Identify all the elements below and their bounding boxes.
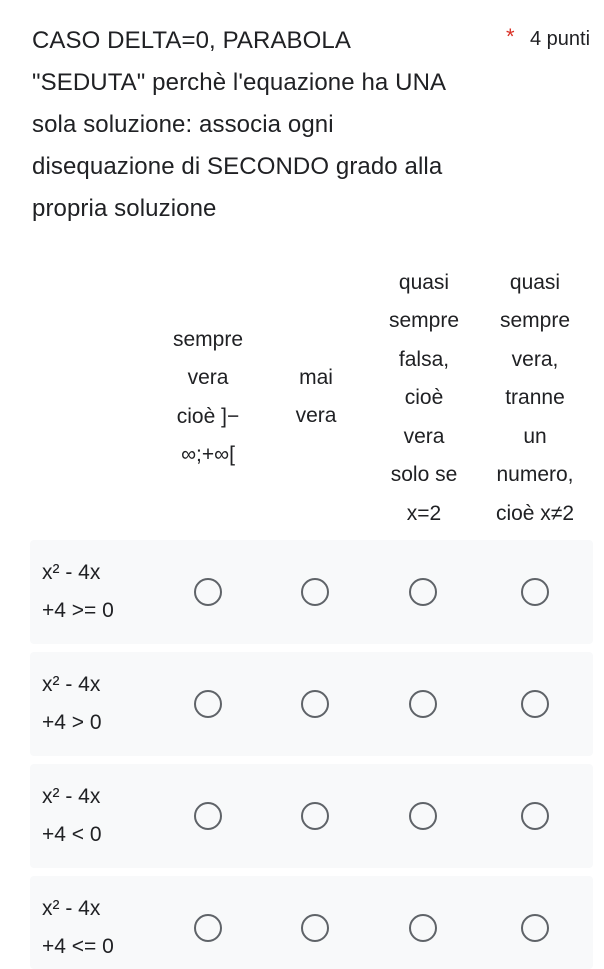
column-header-never-true <box>260 358 372 436</box>
row-label-line: x² - 4x <box>42 897 101 920</box>
radio-button[interactable] <box>409 914 437 942</box>
question-title-line: CASO DELTA=0, PARABOLA <box>32 27 351 54</box>
question-title-line: disequazione di SECONDO grado alla <box>32 153 443 180</box>
radio-button[interactable] <box>521 690 549 718</box>
radio-button[interactable] <box>194 578 222 606</box>
column-header-line: cioè ]− <box>176 404 240 428</box>
radio-button[interactable] <box>521 578 549 606</box>
row-label-line: x² - 4x <box>42 785 101 808</box>
column-header-line: ∞;+∞[ <box>181 442 235 466</box>
radio-button[interactable] <box>409 690 437 718</box>
column-header-line: sempre <box>172 327 244 351</box>
row-label <box>42 554 114 630</box>
radio-button[interactable] <box>521 914 549 942</box>
column-header-line: numero, <box>496 463 574 487</box>
row-label-line: +4 > 0 <box>42 711 102 734</box>
column-header-line: quasi <box>398 271 450 295</box>
question-title <box>32 20 502 230</box>
column-header-line: vera <box>187 366 229 390</box>
points-label: 4 punti <box>530 28 591 50</box>
question-title-line: propria soluzione <box>32 195 217 222</box>
row-label-line: x² - 4x <box>42 673 101 696</box>
radio-button[interactable] <box>194 690 222 718</box>
column-header-line: cioè <box>404 386 444 410</box>
column-header-line: sempre <box>499 309 571 333</box>
grid-row <box>30 764 593 868</box>
radio-button[interactable] <box>301 914 329 942</box>
column-header-line: vera <box>403 424 445 448</box>
column-header-line: vera <box>295 404 337 427</box>
row-label <box>42 666 102 742</box>
radio-button[interactable] <box>301 690 329 718</box>
radio-button[interactable] <box>194 914 222 942</box>
radio-button[interactable] <box>521 802 549 830</box>
row-label-line: x² - 4x <box>42 561 101 584</box>
column-header-line: mai <box>299 365 333 389</box>
column-header-always-true <box>152 320 264 475</box>
row-label <box>42 890 114 966</box>
row-label <box>42 778 102 854</box>
radio-button[interactable] <box>301 578 329 606</box>
radio-button[interactable] <box>301 802 329 830</box>
column-header-line: cioè x≠2 <box>495 501 575 525</box>
required-asterisk: * <box>506 24 515 49</box>
column-header-line: sempre <box>388 309 460 333</box>
grid-row <box>30 652 593 756</box>
column-header-line: solo se <box>390 463 458 487</box>
column-header-line: x=2 <box>406 501 442 525</box>
radio-button[interactable] <box>409 802 437 830</box>
radio-button[interactable] <box>409 578 437 606</box>
column-header-line: falsa, <box>398 347 450 371</box>
row-label-line: +4 >= 0 <box>42 599 114 622</box>
column-header-almost-always-true <box>479 264 591 533</box>
row-label-line: +4 < 0 <box>42 823 102 846</box>
row-label-line: +4 <= 0 <box>42 935 114 958</box>
column-header-line: quasi <box>509 271 561 295</box>
question-title-line: sola soluzione: associa ogni <box>32 111 334 138</box>
column-header-line: vera, <box>511 347 559 371</box>
radio-button[interactable] <box>194 802 222 830</box>
column-header-line: tranne <box>505 386 565 410</box>
grid-row <box>30 540 593 644</box>
column-header-almost-always-false <box>368 264 480 533</box>
question-title-line: "SEDUTA" perchè l'equazione ha UNA <box>32 69 447 96</box>
grid-row <box>30 876 593 969</box>
column-header-line: un <box>523 424 547 448</box>
